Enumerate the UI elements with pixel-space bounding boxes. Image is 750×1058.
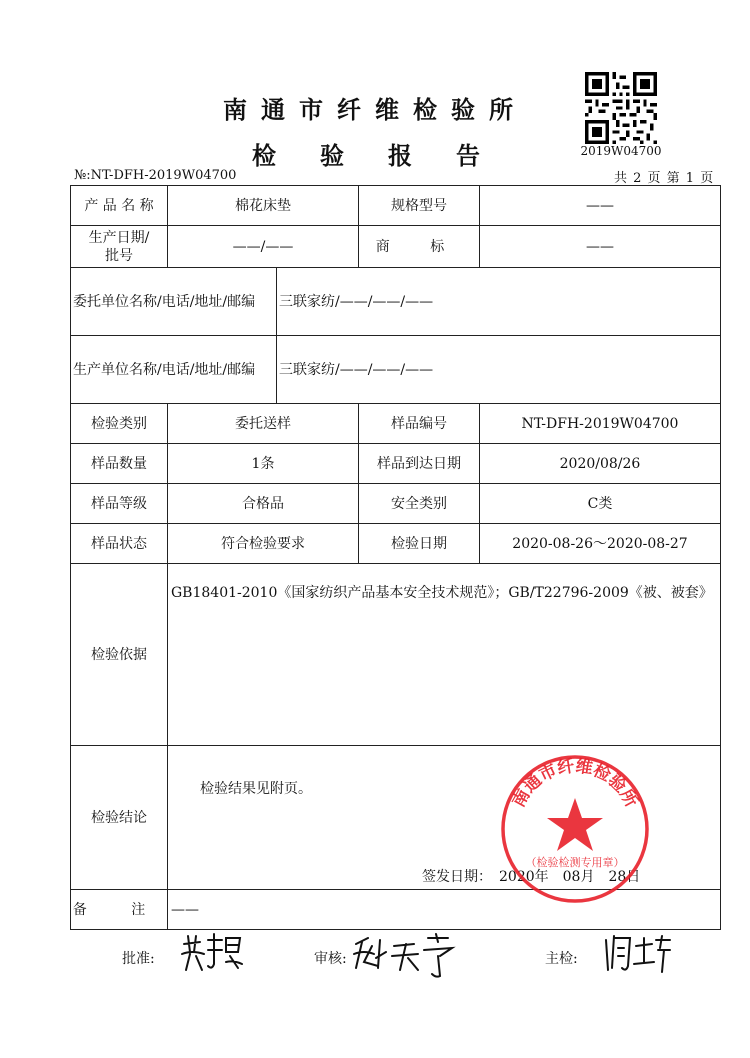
conclusion-value: 检验结果见附页。 — [200, 781, 312, 797]
remark-value: —— — [168, 890, 721, 930]
grade-value: 合格品 — [168, 484, 359, 524]
inspection-date-label: 检验日期 — [359, 524, 480, 564]
inspection-date-value: 2020-08-26～2020-08-27 — [480, 524, 721, 564]
official-stamp — [500, 754, 650, 904]
spec-value: —— — [480, 186, 721, 226]
state-label: 样品状态 — [71, 524, 168, 564]
production-date-value: ——/—— — [168, 226, 359, 268]
production-date-label: 生产日期/批号 — [71, 226, 168, 268]
trademark-value: —— — [480, 226, 721, 268]
table-row — [71, 444, 721, 484]
table-row — [71, 564, 721, 746]
issue-date: 签发日期： 2020年 08月 28日 — [422, 869, 641, 885]
product-name-value: 棉花床垫 — [168, 186, 359, 226]
sample-no-value: NT-DFH-2019W04700 — [480, 404, 721, 444]
conclusion-label: 检验结论 — [71, 746, 168, 890]
table-row — [71, 484, 721, 524]
arrival-date-label: 样品到达日期 — [359, 444, 480, 484]
manufacturer-value: 三联家纺/——/——/—— — [277, 336, 721, 404]
stamp-org-text: 南通市纤维检验所 — [508, 756, 642, 811]
approve-signature — [178, 930, 248, 974]
table-row — [71, 524, 721, 564]
sample-no-label: 样品编号 — [359, 404, 480, 444]
table-row — [71, 186, 721, 226]
inspector-signature — [600, 932, 674, 976]
trademark-label: 商 标 — [359, 226, 480, 268]
sample-qty-label: 样品数量 — [71, 444, 168, 484]
basis-value: GB18401-2010《国家纺织产品基本安全技术规范》；GB/T22796-2009《被、被套》 — [168, 564, 721, 746]
table-row — [71, 404, 721, 444]
report-title: 检验报告 — [252, 142, 524, 170]
basis-label: 检验依据 — [71, 564, 168, 746]
inspection-type-value: 委托送样 — [168, 404, 359, 444]
safety-label: 安全类别 — [359, 484, 480, 524]
client-label: 委托单位名称/电话/地址/邮编 — [71, 268, 277, 336]
table-row — [71, 268, 721, 336]
arrival-date-value: 2020/08/26 — [480, 444, 721, 484]
inspector-label: 主检: — [545, 951, 578, 967]
client-value: 三联家纺/——/——/—— — [277, 268, 721, 336]
sample-qty-value: 1条 — [168, 444, 359, 484]
stamp-sub-text: （检验检测专用章） — [525, 856, 625, 869]
report-number: №:NT-DFH-2019W04700 — [74, 168, 237, 183]
inspection-type-label: 检验类别 — [71, 404, 168, 444]
manufacturer-label: 生产单位名称/电话/地址/邮编 — [71, 336, 277, 404]
review-label: 审核: — [314, 951, 347, 967]
state-value: 符合检验要求 — [168, 524, 359, 564]
page-count: 共 2 页 第 1 页 — [614, 171, 715, 186]
qr-code-number: 2019W04700 — [580, 144, 662, 158]
org-title: 南通市纤维检验所 — [223, 96, 527, 124]
safety-value: C类 — [480, 484, 721, 524]
approve-label: 批准: — [122, 951, 155, 967]
review-signature — [348, 932, 458, 978]
table-row — [71, 336, 721, 404]
remark-label: 备 注 — [71, 890, 168, 930]
table-row — [71, 226, 721, 268]
spec-label: 规格型号 — [359, 186, 480, 226]
grade-label: 样品等级 — [71, 484, 168, 524]
qr-code-icon — [585, 72, 657, 144]
product-name-label: 产 品 名 称 — [71, 186, 168, 226]
